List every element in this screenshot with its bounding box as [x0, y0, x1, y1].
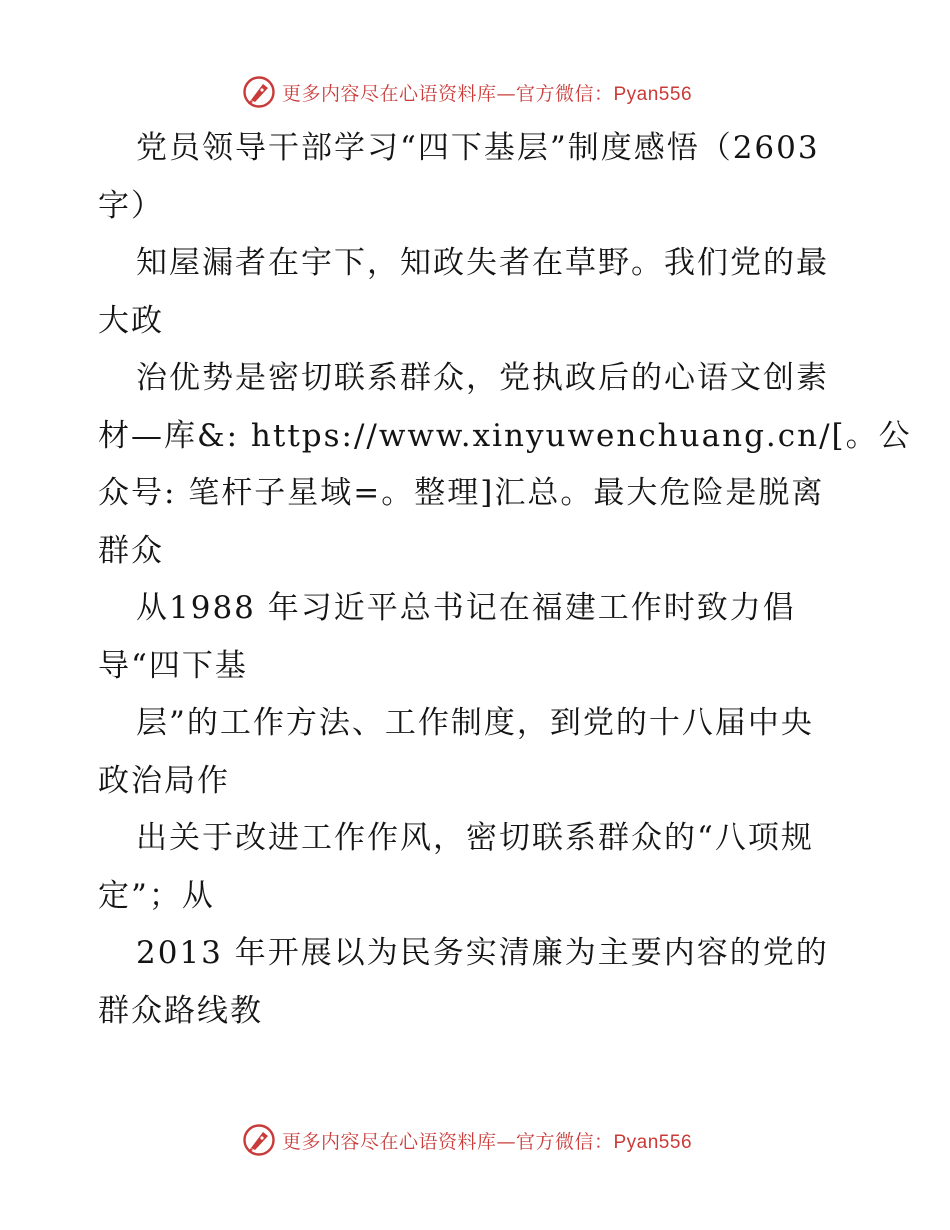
- doc-line: 治优势是密切联系群众，党执政后的心语文创素: [136, 360, 829, 396]
- doc-line: 定”；从: [98, 877, 215, 914]
- doc-line: 材—库&: https://www.xinyuwenchuang.cn/[。公: [98, 417, 912, 454]
- footer-watermark-banner: [0, 1120, 950, 1160]
- doc-line: 从1988 年习近平总书记在福建工作时致力倡: [136, 590, 796, 626]
- doc-line: 导“四下基: [98, 647, 248, 684]
- pen-nib-logo-icon: [242, 1123, 276, 1157]
- pen-nib-logo-icon: [242, 75, 276, 109]
- banner-wechat-id: Pyan556: [613, 1131, 693, 1153]
- doc-line: 知屋漏者在宇下，知政失者在草野。我们党的最: [136, 245, 829, 281]
- doc-line: 大政: [98, 302, 164, 339]
- doc-line: 群众: [98, 532, 164, 569]
- header-watermark-banner: [0, 72, 950, 112]
- doc-title-line: 党员领导干部学习“四下基层”制度感悟（2603: [136, 130, 820, 166]
- banner-title: 更多内容尽在心语资料库—官方微信：: [281, 82, 614, 105]
- document-body: [98, 120, 912, 1040]
- banner-text: [282, 79, 692, 106]
- banner-text: [282, 1127, 692, 1154]
- doc-line: 众号: 笔杆子星域=。整理]汇总。最大危险是脱离: [98, 475, 825, 511]
- doc-line: 2013 年开展以为民务实清廉为主要内容的党的: [136, 935, 829, 971]
- doc-line: 群众路线教: [98, 992, 263, 1029]
- doc-line: 层”的工作方法、工作制度，到党的十八届中央: [136, 705, 814, 741]
- doc-line: 出关于改进工作作风，密切联系群众的“八项规: [136, 820, 814, 856]
- banner-title: 更多内容尽在心语资料库—官方微信：: [281, 1130, 614, 1153]
- doc-line: 字）: [98, 187, 164, 224]
- banner-wechat-id: Pyan556: [613, 83, 693, 105]
- doc-line: 政治局作: [98, 762, 230, 799]
